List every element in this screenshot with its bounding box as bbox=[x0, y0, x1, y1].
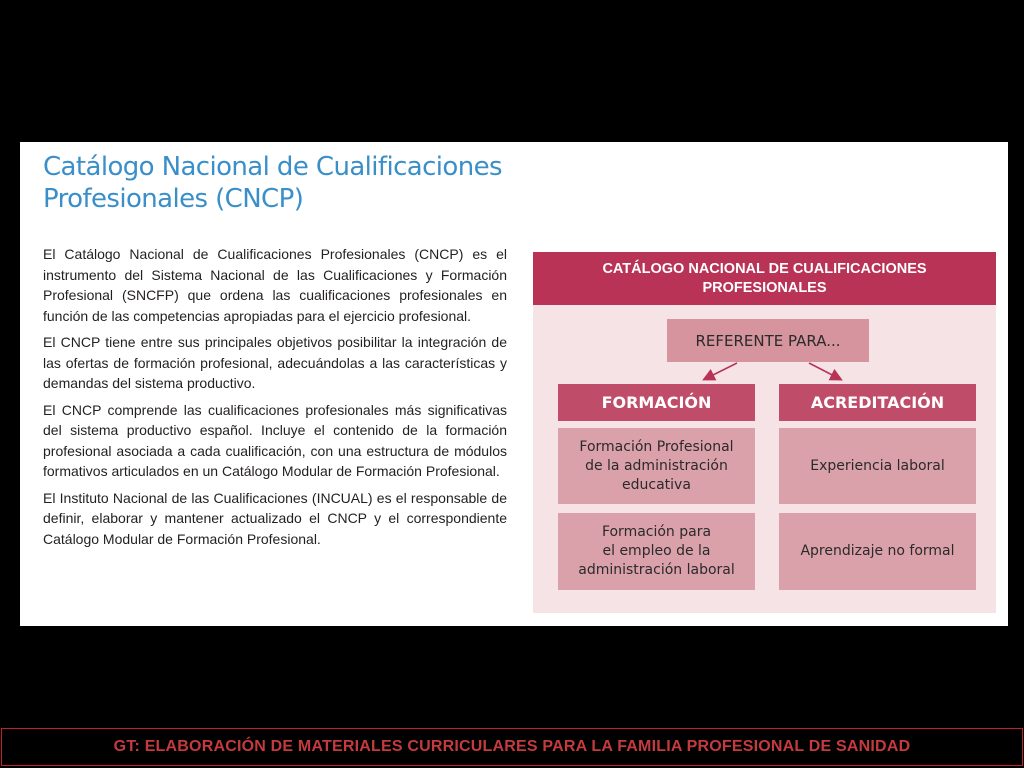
paragraph: El CNCP comprende las cualificaciones profesionales más significativas del sistema productivo español. Incluye el contenido de la formación profesional asociada a cada cualificación, con una estructura de módulos formativos articulados en un Catálogo Modular de Formación Profesional. bbox=[43, 401, 507, 479]
formacion-header: FORMACIÓN bbox=[558, 384, 755, 421]
footer-banner: GT: ELABORACIÓN DE MATERIALES CURRICULARES PARA LA FAMILIA PROFESIONAL DE SANIDAD bbox=[1, 728, 1023, 766]
content-panel bbox=[20, 142, 1008, 626]
diagram-header-line1: CATÁLOGO NACIONAL DE CUALIFICACIONES bbox=[602, 260, 927, 277]
document-title: Catálogo Nacional de Cualificaciones Profesionales (CNCP) bbox=[43, 152, 502, 214]
paragraph: El CNCP tiene entre sus principales objetivos posibilitar la integración de las ofertas de formación profesional, adecuándolas a las características y demandas del sistema productivo. bbox=[43, 334, 507, 391]
document-body bbox=[43, 244, 507, 555]
formacion-item: Formación para el empleo de la administración laboral bbox=[558, 513, 755, 590]
acreditacion-item: Experiencia laboral bbox=[779, 428, 976, 504]
arrow-to-formacion-icon bbox=[705, 363, 737, 379]
paragraph: El Catálogo Nacional de Cualificaciones Profesionales (CNCP) es el instrumento del Sistema Nacional de las Cualificaciones y Formación Profesional (SNCFP) que ordena las cualificaciones profesionales en función de las competencias apropiadas para el ejercicio profesional. bbox=[43, 246, 507, 324]
paragraph: El Instituto Nacional de las Cualificaciones (INCUAL) es el responsable de definir, elaborar y mantener actualizado el CNCP y el correspondiente Catálogo Modular de Formación Profesional. bbox=[43, 489, 507, 547]
arrow-to-acreditacion-icon bbox=[809, 363, 840, 379]
referente-box: REFERENTE PARA... bbox=[667, 319, 869, 362]
formacion-item: Formación Profesional de la administración educativa bbox=[558, 428, 755, 504]
arrows-graphic bbox=[533, 252, 996, 392]
cncp-diagram bbox=[533, 252, 996, 613]
acreditacion-header: ACREDITACIÓN bbox=[779, 384, 976, 421]
diagram-header-line2: PROFESIONALES bbox=[702, 279, 827, 296]
acreditacion-item: Aprendizaje no formal bbox=[779, 513, 976, 590]
